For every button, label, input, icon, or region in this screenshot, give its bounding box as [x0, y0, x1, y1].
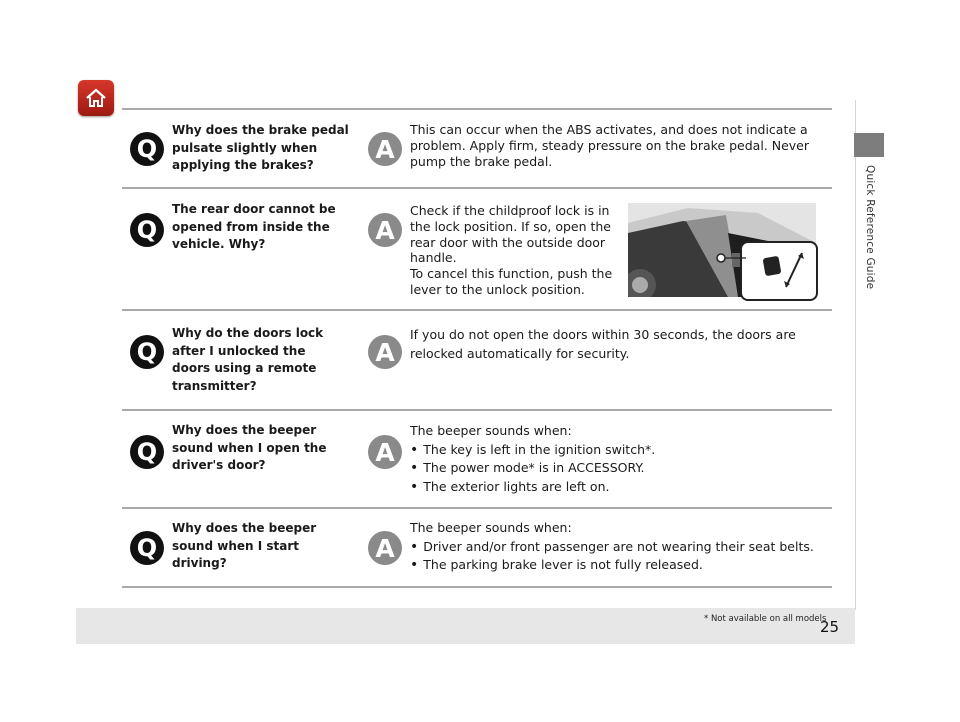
page-number: 25: [820, 618, 840, 636]
home-button[interactable]: [78, 80, 114, 116]
question-text: Why do the doors lock after I unlocked the doors using a remote transmitter?: [172, 326, 324, 393]
footnote: * Not available on all models: [704, 614, 827, 624]
faq-row: [122, 108, 832, 188]
answer-list: The beeper sounds when: • The key is left in the ignition switch*. • The power mode* is in ACCESSORY. • The exterior lights are left on.: [410, 422, 830, 496]
question-q-icon: [130, 435, 164, 469]
answer-a-icon: [368, 531, 402, 565]
question-text: The rear door cannot be opened from inside the vehicle. Why?: [172, 202, 336, 252]
question-text: Why does the beeper sound when I open the driver's door?: [172, 423, 327, 473]
faq-row: [122, 409, 832, 507]
svg-text:Q: Q: [136, 216, 158, 244]
question-text: Why does the brake pedal pulsate slightly when applying the brakes?: [172, 123, 349, 173]
svg-text:A: A: [375, 216, 395, 245]
answer-text: Check if the childproof lock is in the lock position. If so, open the rear door with the outside door handle. To cancel this function, push the lever to the unlock position.: [410, 203, 613, 297]
svg-text:A: A: [375, 135, 395, 164]
faq-row: [122, 187, 832, 309]
side-divider: [855, 100, 856, 610]
question-text: Why does the beeper sound when I start driving?: [172, 521, 317, 571]
svg-text:Q: Q: [136, 338, 158, 366]
answer-a-icon: [368, 132, 402, 166]
svg-text:Q: Q: [136, 438, 158, 466]
faq-row: [122, 507, 832, 588]
question-q-icon: [130, 213, 164, 247]
list-item: • Driver and/or front passenger are not wearing their seat belts.: [410, 538, 830, 557]
childproof-lock-inset: [740, 241, 818, 301]
answer-a-icon: [368, 435, 402, 469]
question-q-icon: [130, 132, 164, 166]
section-label: Quick Reference Guide: [864, 165, 876, 290]
answer-text: This can occur when the ABS activates, and does not indicate a problem. Apply firm, steady pressure on the brake pedal. Never pump the brake pedal.: [410, 122, 810, 169]
svg-text:Q: Q: [136, 135, 158, 163]
answer-text: If you do not open the doors within 30 seconds, the doors are relocked automatically for security.: [410, 327, 796, 361]
list-item: • The parking brake lever is not fully released.: [410, 556, 830, 575]
list-item: • The exterior lights are left on.: [410, 478, 830, 497]
callout-line: [716, 253, 746, 263]
lock-lever-icon: [742, 243, 816, 299]
answer-a-icon: [368, 335, 402, 369]
section-tab[interactable]: [854, 133, 884, 157]
faq-row: [122, 309, 832, 409]
question-q-icon: [130, 335, 164, 369]
svg-text:Q: Q: [136, 534, 158, 562]
home-icon: [84, 86, 108, 110]
svg-text:A: A: [375, 438, 395, 467]
answer-list: The beeper sounds when: • Driver and/or front passenger are not wearing their seat belts. • The parking brake lever is not fully released.: [410, 519, 830, 575]
list-item: • The key is left in the ignition switch*.: [410, 441, 830, 460]
list-item: • The power mode* is in ACCESSORY.: [410, 459, 830, 478]
svg-text:A: A: [375, 338, 395, 367]
answer-a-icon: [368, 213, 402, 247]
question-q-icon: [130, 531, 164, 565]
svg-text:A: A: [375, 534, 395, 563]
